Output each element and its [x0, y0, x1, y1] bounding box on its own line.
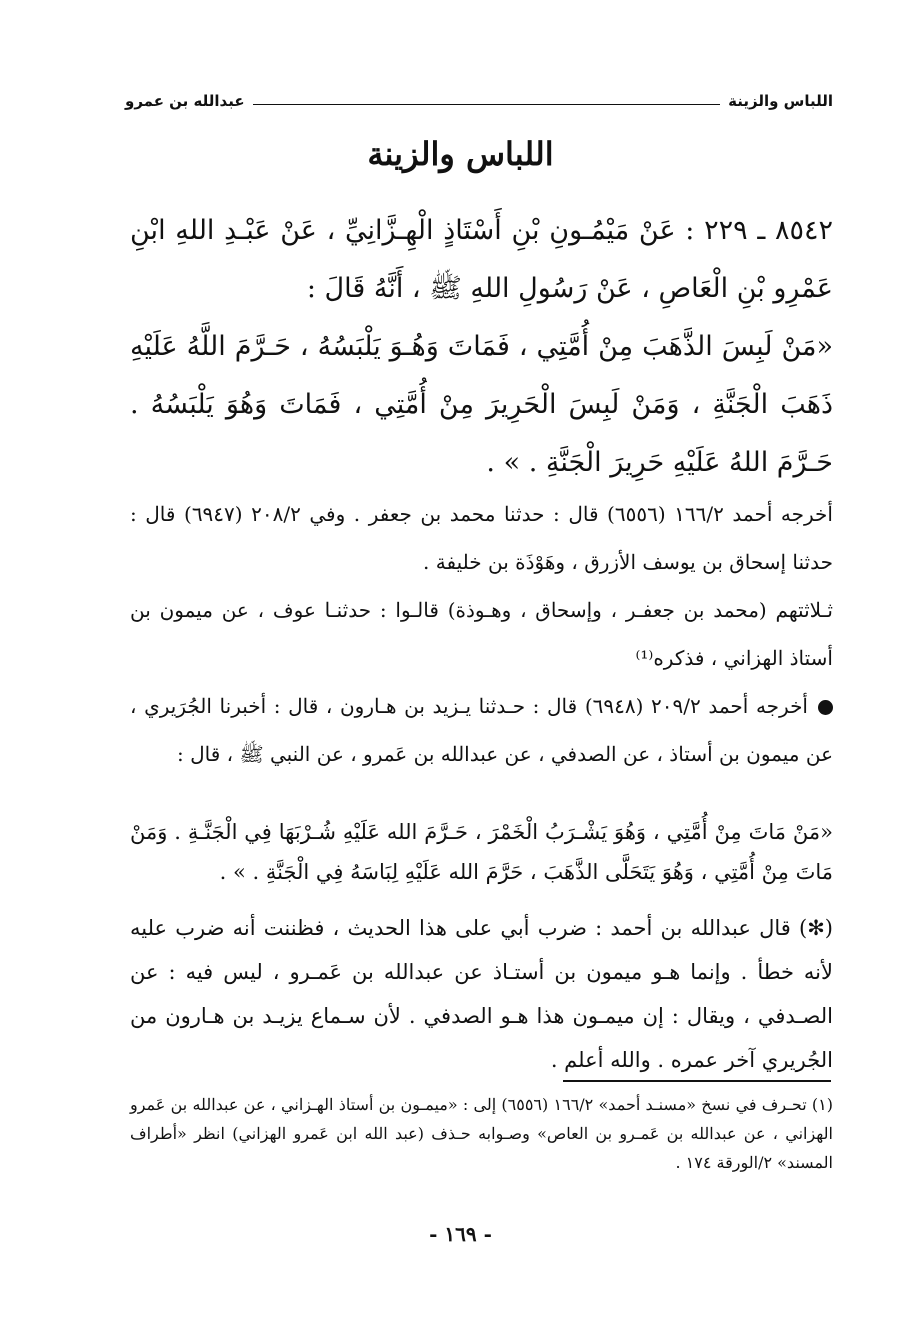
takhrij-paragraph-2: ثـلاثتهم (محمد بن جعفـر ، وإسحاق ، وهـوذة) قالـوا : حدثنـا عوف ، عن ميمون بن أستاذ الهزاني ، فذكره⁽¹⁾: [130, 598, 833, 670]
takhrij-paragraph-3-text: أخرجه أحمد ٢٠٩/٢ (٦٩٤٨) قال : حـدثنا يـزيد بن هـارون ، قال : أخبرنا الجُرَيري ، عن ميمون بن أستاذ ، عن الصدفي ، عن عبدالله بن عَمرو ، عن النبي ﷺ ، قال :: [130, 694, 833, 766]
running-header: [125, 86, 833, 110]
header-section-title: اللباس والزينة: [728, 92, 833, 110]
footnote-separator: [563, 1080, 831, 1082]
page-number: - ١٦٩ -: [429, 1222, 492, 1246]
header-companion-name: عبدالله بن عمرو: [125, 92, 245, 110]
bullet-icon: [818, 700, 833, 715]
hadith-isnad: ٨٥٤٢ ـ ٢٢٩ : عَنْ مَيْمُـونِ بْنِ أَسْتَاذٍ الْهِـزَّانِيِّ ، عَنْ عَبْـدِ اللهِ ابْنِ عَمْرِو بْنِ الْعَاصِ ، عَنْ رَسُولِ اللهِ ﷺ ، أَنَّهُ قَالَ :: [130, 215, 833, 304]
hadith-matn: «مَنْ لَبِسَ الذَّهَبَ مِنْ أُمَّتِي ، فَمَاتَ وَهُـوَ يَلْبَسُهُ ، حَـرَّمَ اللَّهُ عَلَيْهِ ذَهَبَ الْجَنَّةِ ، وَمَنْ لَبِسَ الْحَرِيرَ مِنْ أُمَّتِي ، فَمَاتَ وَهُوَ يَلْبَسُهُ . حَـرَّمَ اللهُ عَلَيْهِ حَرِيرَ الْجَنَّةِ . » .: [130, 331, 833, 478]
takhrij-paragraph-1: أخرجه أحمد ١٦٦/٢ (٦٥٥٦) قال : حدثنا محمد بن جعفر . وفي ٢٠٨/٢ (٦٩٤٧) قال : حدثنا إسحاق بن يوسف الأزرق ، وهَوْذَة بن خليفة .: [130, 502, 833, 574]
second-hadith-matn: «مَنْ مَاتَ مِنْ أُمَّتِي ، وَهُوَ يَشْـرَبُ الْخَمْرَ ، حَـرَّمَ الله عَلَيْهِ شُـرْبَهَا فِي الْجَنَّـةِ . وَمَنْ مَاتَ مِنْ أُمَّتِي ، وَهُوَ يَتَحَلَّى الذَّهَبَ ، حَرَّمَ الله عَلَيْهِ لِبَاسَهُ فِي الْجَنَّةِ . » .: [130, 820, 833, 884]
takhrij-paragraph-3: [130, 682, 833, 778]
footnote: (١) تحـرف في نسخ «مسنـد أحمد» ١٦٦/٢ (٦٥٥٦) إلى : «ميمـون بن أستاذ الهـزاني ، عن عبدالله بن عَمرو الهزاني ، عن عبدالله بن عَمـرو بن العاص» وصـوابه حـذف (عبد الله ابن عَمرو الهزاني) انظر «أطراف المسند» ٢/الورقة ١٧٤ .: [130, 1095, 834, 1172]
header-rule: [253, 104, 721, 105]
chapter-title: اللباس والزينة: [367, 135, 554, 173]
editor-note: (✻) قال عبدالله بن أحمد : ضرب أبي على هذا الحديث ، فظننت أنه ضرب عليه لأنه خطأ . وإنما هـو ميمون بن أستـاذ عن عبدالله بن عَمـرو ، ليس فيه : عن الصـدفي ، ويقال : إن ميمـون هذا هـو الصدفي . لأن سـماع يزيـد بن هـارون من الجُريري آخر عمره . والله أعلم .: [130, 916, 833, 1072]
